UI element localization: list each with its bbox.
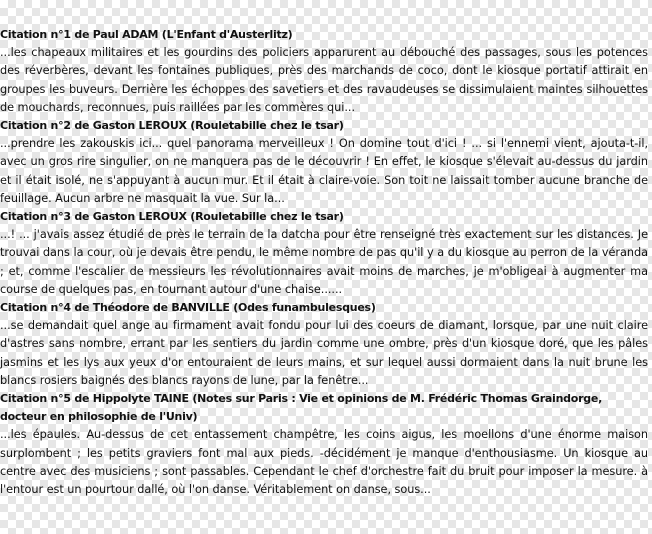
citation-text: ...se demandait quel ange au firmament avait fondu pour lui des coeurs de diamant, lorsque, par une nuit claire d'astres sans nombre, errant par les sentiers du jardin comme une ombre, près d'un kiosque doré, que les pâles jasmins et les lys aux yeux d'or entouraient de leurs mains, et sur lequel aussi dormaient dans la nuit brune les blancs rosiers baignés des blancs rayons de lune, par la fenêtre... bbox=[0, 319, 648, 387]
citation-title: Citation n°1 de Paul ADAM (L'Enfant d'Austerlitz) bbox=[0, 28, 293, 41]
citation-title: Citation n°3 de Gaston LEROUX (Rouletabille chez le tsar) bbox=[0, 210, 344, 224]
citation-text: ...les épaules. Au-dessus de cet entassement champêtre, les coins aigus, les moellons d'une énorme maison surplombent ; les petits graviers font mal aux pieds. -décidément je manque d'enthousiasme. Un kiosque au centre avec des musiciens ; sont passables. Cependant le chef d'orchestre fait du bruit pour imposer la mesure. à l'entour est un pourtour dallé, où l'on danse. Véritablement on danse, sous... bbox=[0, 428, 648, 497]
citation-3 bbox=[0, 208, 648, 299]
citation-2 bbox=[0, 117, 648, 208]
citation-title: Citation n°4 de Théodore de BANVILLE (Odes funambulesques) bbox=[0, 301, 376, 315]
citation-text: ...les chapeaux militaires et les gourdins des policiers apparurent au débouché des passages, sous les potences des réverbères, devant les fontaines publiques, près des marchands de coco, dont le kiosque portatif attirait en groupes les buveurs. Derrière les échoppes des savetiers et des ravaudeuses se dissimulaient maintes silhouettes de mouchards, reconnues, puis raillées par les commères qui... bbox=[0, 46, 648, 114]
citations-document bbox=[0, 26, 652, 508]
citation-title: Citation n°2 de Gaston LEROUX (Rouletabille chez le tsar) bbox=[0, 119, 344, 133]
citation-title: Citation n°5 de Hippolyte TAINE (Notes sur Paris : Vie et opinions de M. Frédéric Thomas Graindorge, docteur en philosophie de l'Univ) bbox=[0, 392, 603, 424]
citation-text: ...prendre les zakouskis ici... quel panorama merveilleux ! On domine tout d'ici ! ... si l'ennemi vient, ajouta-t-il, avec un gros rire singulier, on ne manquera pas de le découvrir ! En effet, le kiosque s'élevait au-dessus du jardin et il était isolé, ne s'appuyant à aucun mur. Et il était à claire-voie. Son toit ne laissait tomber aucune branche de feuillage. Aucun arbre ne masquait la vue. Sur la... bbox=[0, 137, 648, 205]
citation-5 bbox=[0, 390, 648, 499]
citation-1 bbox=[0, 26, 648, 117]
citation-4 bbox=[0, 299, 648, 390]
citation-text: ...! ... j'avais assez étudié de près le terrain de la datcha pour être renseigné très exactement sur les distances. Je trouvai dans la cour, où je devais être pendu, le même nombre de pas qu'il y a du kiosque au perron de la véranda ; et, comme l'escalier de messieurs les révolutionnaires avait moins de marches, je m'obligeai à augmenter ma course de quelques pas, en tournant autour d'une chaise...... bbox=[0, 228, 648, 296]
